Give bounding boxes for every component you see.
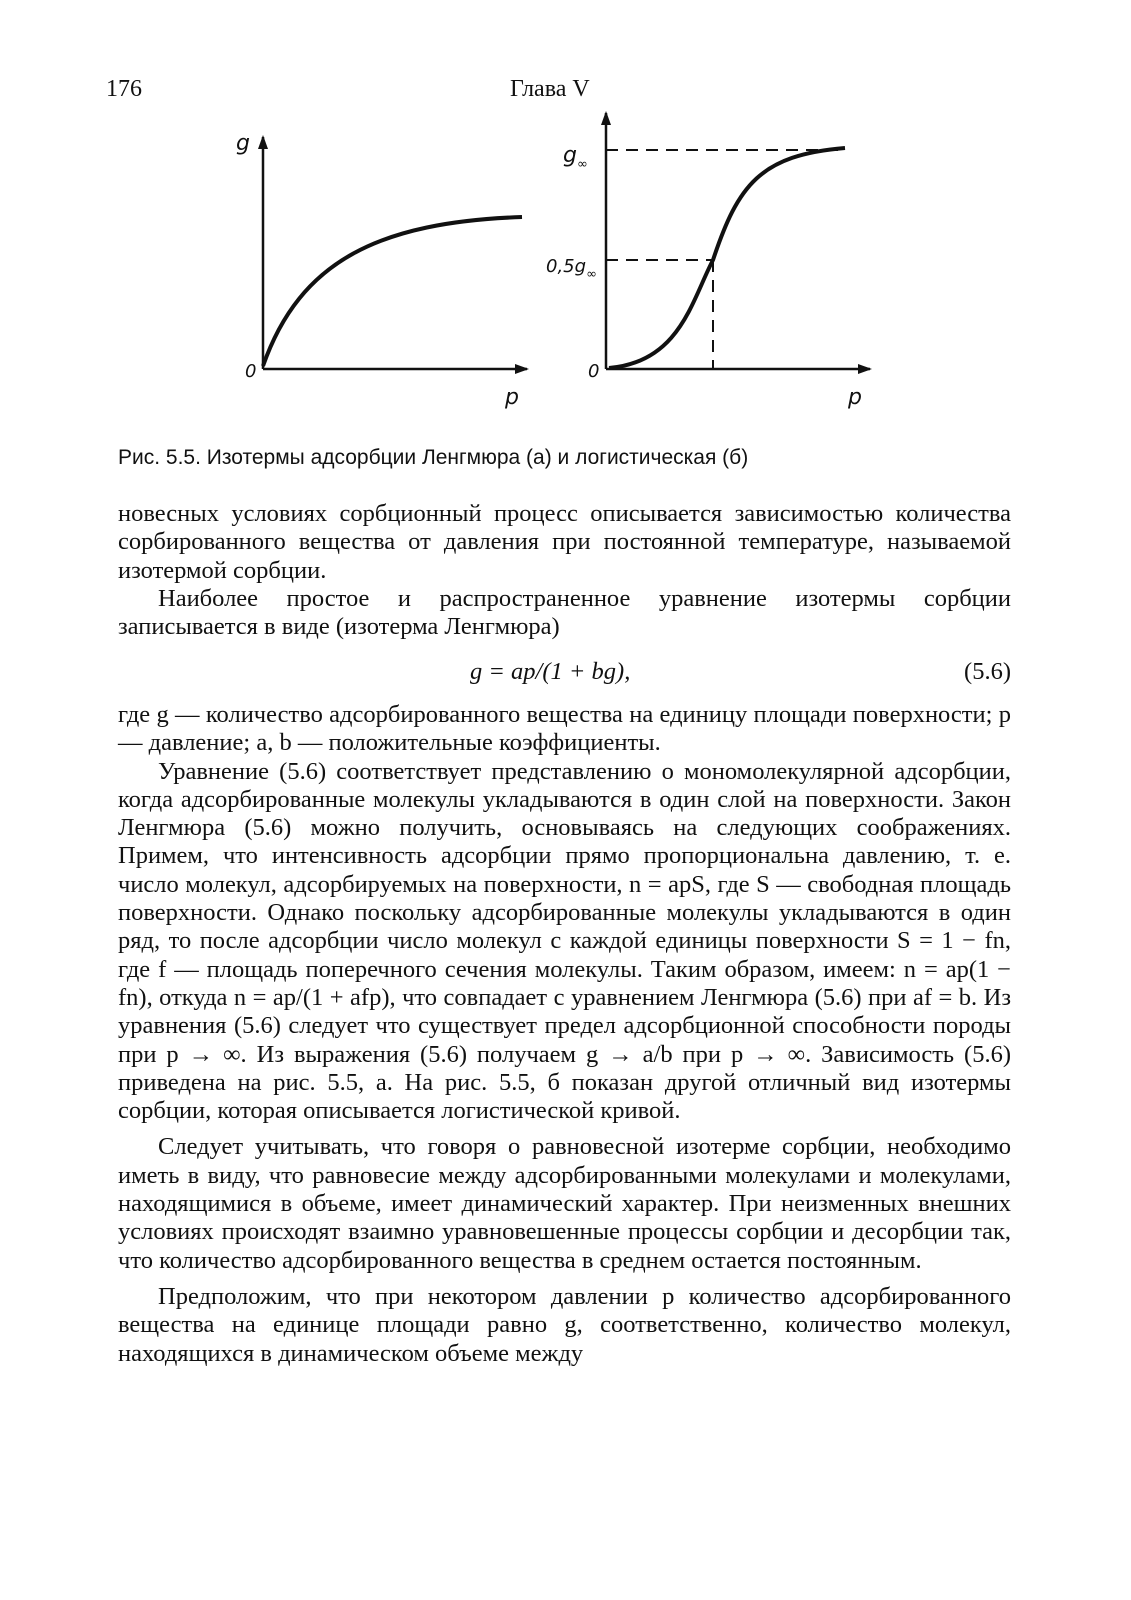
left-y-label: g [236, 131, 250, 156]
figure-caption: Рис. 5.5. Изотермы адсорбции Ленгмюра (а) и логистическая (б) [118, 446, 749, 469]
langmuir-isotherm-panel [236, 131, 527, 410]
right-y-label: $g_\infty$ [563, 143, 588, 172]
figure-5-5 [0, 0, 1131, 440]
paragraph-6: Предположим, что при некотором давлении p количество адсорбированного вещества на единице площади равно g, соответственно, количество молекул, находящихся в динамическом объеме между [118, 1282, 1011, 1367]
paragraph-5: Следует учитывать, что говоря о равновесной изотерме сорбции, необходимо иметь в виду, что равновесие между адсорбированными молекулами и молекулами, находящимися в объеме, имеет динамический характер. При неизменных внешних условиях происходят взаимно уравновешенные процессы сорбции и десорбции так, что количество адсорбированного вещества в среднем остается постоянным. [118, 1133, 1011, 1274]
equation-formula: g = ap/(1 + bg), [470, 658, 631, 685]
paragraph-3: где g — количество адсорбированного вещества на единицу площади поверхности; p — давление; a, b — положительные коэффициенты. [118, 701, 1011, 757]
text-block-top [118, 500, 1011, 641]
right-x-label: p [848, 385, 862, 410]
page-number: 176 [106, 76, 142, 102]
equation-5-6 [118, 658, 1011, 688]
paragraph-4: Уравнение (5.6) соответствует представлению о мономолекулярной адсорбции, когда адсорбированные молекулы укладываются в один слой на поверхности. Закон Ленгмюра (5.6) можно получить, основываясь на следующих соображениях. Примем, что интенсивность адсорбции прямо пропорциональна давлению, т. е. число молекул, адсорбируемых на поверхности, n = apS, где S — свободная площадь поверхности. Однако поскольку адсорбированные молекулы укладываются в один ряд, то после адсорбции число молекул с каждой единицы поверхности S = 1 − fn, где f — площадь поперечного сечения молекулы. Таким образом, имеем: n = ap(1 − fn), откуда n = ap/(1 + afp), что совпадает с уравнением Ленгмюра (5.6) при af = b. Из уравнения (5.6) следует что существует предел адсорбционной способности породы при p → ∞. Из выражения (5.6) получаем g → a/b при p → ∞. Зависимость (5.6) приведена на рис. 5.5, а. На рис. 5.5, б показан другой отличный вид изотермы сорбции, которая описывается логистической кривой. [118, 757, 1011, 1125]
left-origin-label: 0 [245, 361, 257, 382]
paragraph-2: Наиболее простое и распространенное уравнение изотермы сорбции записывается в виде (изотерма Ленгмюра) [118, 584, 1011, 641]
langmuir-curve [263, 217, 522, 366]
equation-number: (5.6) [964, 658, 1011, 685]
running-head: Глава V [510, 76, 590, 102]
logistic-isotherm-panel [546, 113, 870, 410]
paragraph-1: новесных условиях сорбционный процесс описывается зависимостью количества сорбированного вещества от давления при постоянной температуре, называемой изотермой сорбции. [118, 500, 1011, 584]
text-block-main [118, 701, 1011, 1368]
logistic-curve [609, 148, 845, 368]
left-x-label: p [505, 385, 519, 410]
half-level-label: $0,5g_\infty$ [546, 256, 597, 282]
right-origin-label: 0 [588, 361, 600, 382]
